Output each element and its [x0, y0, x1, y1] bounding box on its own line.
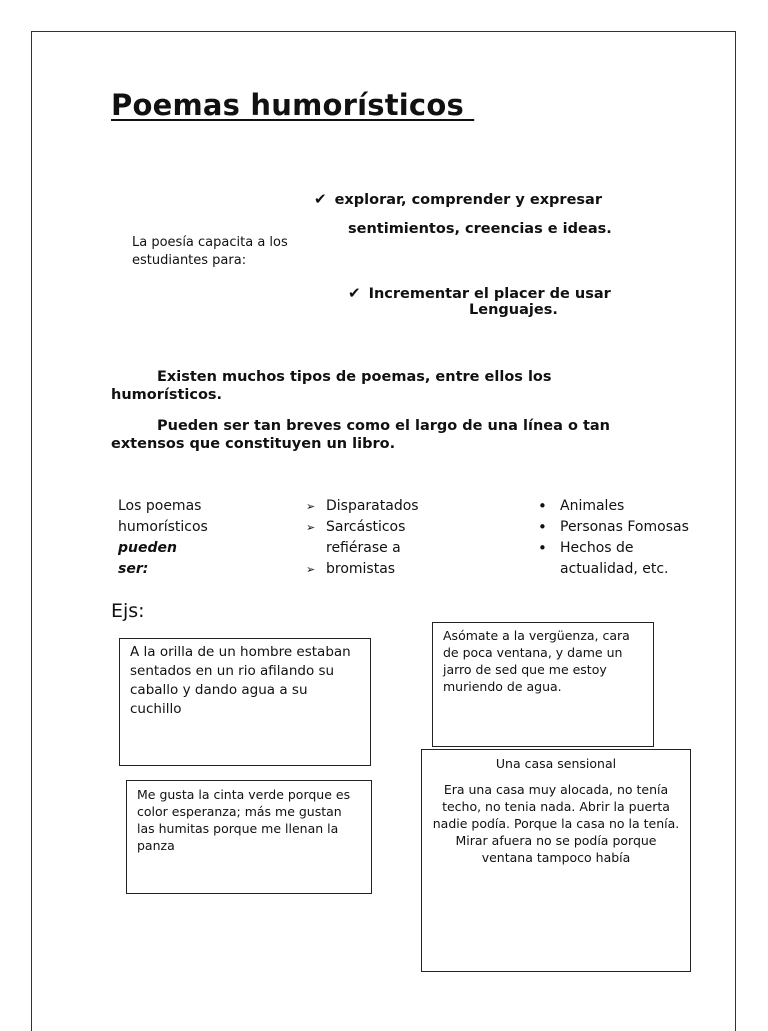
paragraph-2: Pueden ser tan breves como el largo de una línea o tan extensos que constituyen un libro.: [111, 418, 610, 452]
arrow-list: [306, 496, 466, 580]
checklist-text-2: Incrementar el placer de usar: [368, 286, 611, 302]
example-title-4: Una casa sensional: [495, 756, 617, 771]
checkmark-icon: ✔: [314, 190, 327, 208]
checklist-item-1: [314, 190, 602, 208]
types-label: [118, 496, 228, 580]
checklist-text-1: explorar, comprender y expresar: [334, 192, 602, 208]
types-label-line-1: Los poemas: [118, 498, 202, 514]
example-text-1: A la orilla de un hombre estaban sentados en un rio afilando su caballo y dando agua a su cuchillo: [130, 644, 351, 717]
bullet-list: [538, 496, 708, 580]
example-text-3: Me gusta la cinta verde porque es color esperanza; más me gustan las humitas porque me llenan la panza: [137, 787, 351, 853]
example-box-4: [421, 749, 691, 972]
types-label-line-3: pueden: [118, 540, 177, 556]
example-box-3: [126, 780, 372, 894]
example-text-2: Asómate a la vergüenza, cara de poca ventana, y dame un jarro de sed que me estoy muriendo de agua.: [443, 628, 630, 694]
types-label-line-2: humorísticos: [118, 519, 208, 535]
examples-label: Ejs:: [111, 600, 145, 622]
list-item: ➢ bromistas: [306, 559, 466, 580]
list-item: • Hechos de actualidad, etc.: [524, 538, 708, 580]
example-box-2: [432, 622, 654, 747]
checklist-item-1-cont: sentimientos, creencias e ideas.: [348, 221, 612, 237]
checklist-item-2-cont: Lenguajes.: [469, 302, 558, 318]
types-label-line-4: ser:: [118, 561, 149, 577]
checklist-item-2: [348, 284, 611, 302]
example-text-4: Era una casa muy alocada, no tenía techo, no tenia nada. Abrir la puerta nadie podía. Porque la casa no la tenía. Mirar afuera no se podía porque ventana tampoco había: [432, 782, 680, 865]
example-box-1: [119, 638, 371, 766]
intro-text: La poesía capacita a los estudiantes para:: [132, 235, 288, 268]
list-item: • Animales: [524, 496, 708, 517]
page-title: Poemas humorísticos: [111, 88, 475, 122]
list-item: ➢ Disparatados: [306, 496, 466, 517]
list-item: ➢ Sarcásticos refiérase a: [306, 517, 466, 559]
paragraph-1: Existen muchos tipos de poemas, entre ellos los humorísticos.: [111, 369, 552, 403]
list-item: • Personas Fomosas: [524, 517, 708, 538]
checkmark-icon: ✔: [348, 284, 361, 302]
